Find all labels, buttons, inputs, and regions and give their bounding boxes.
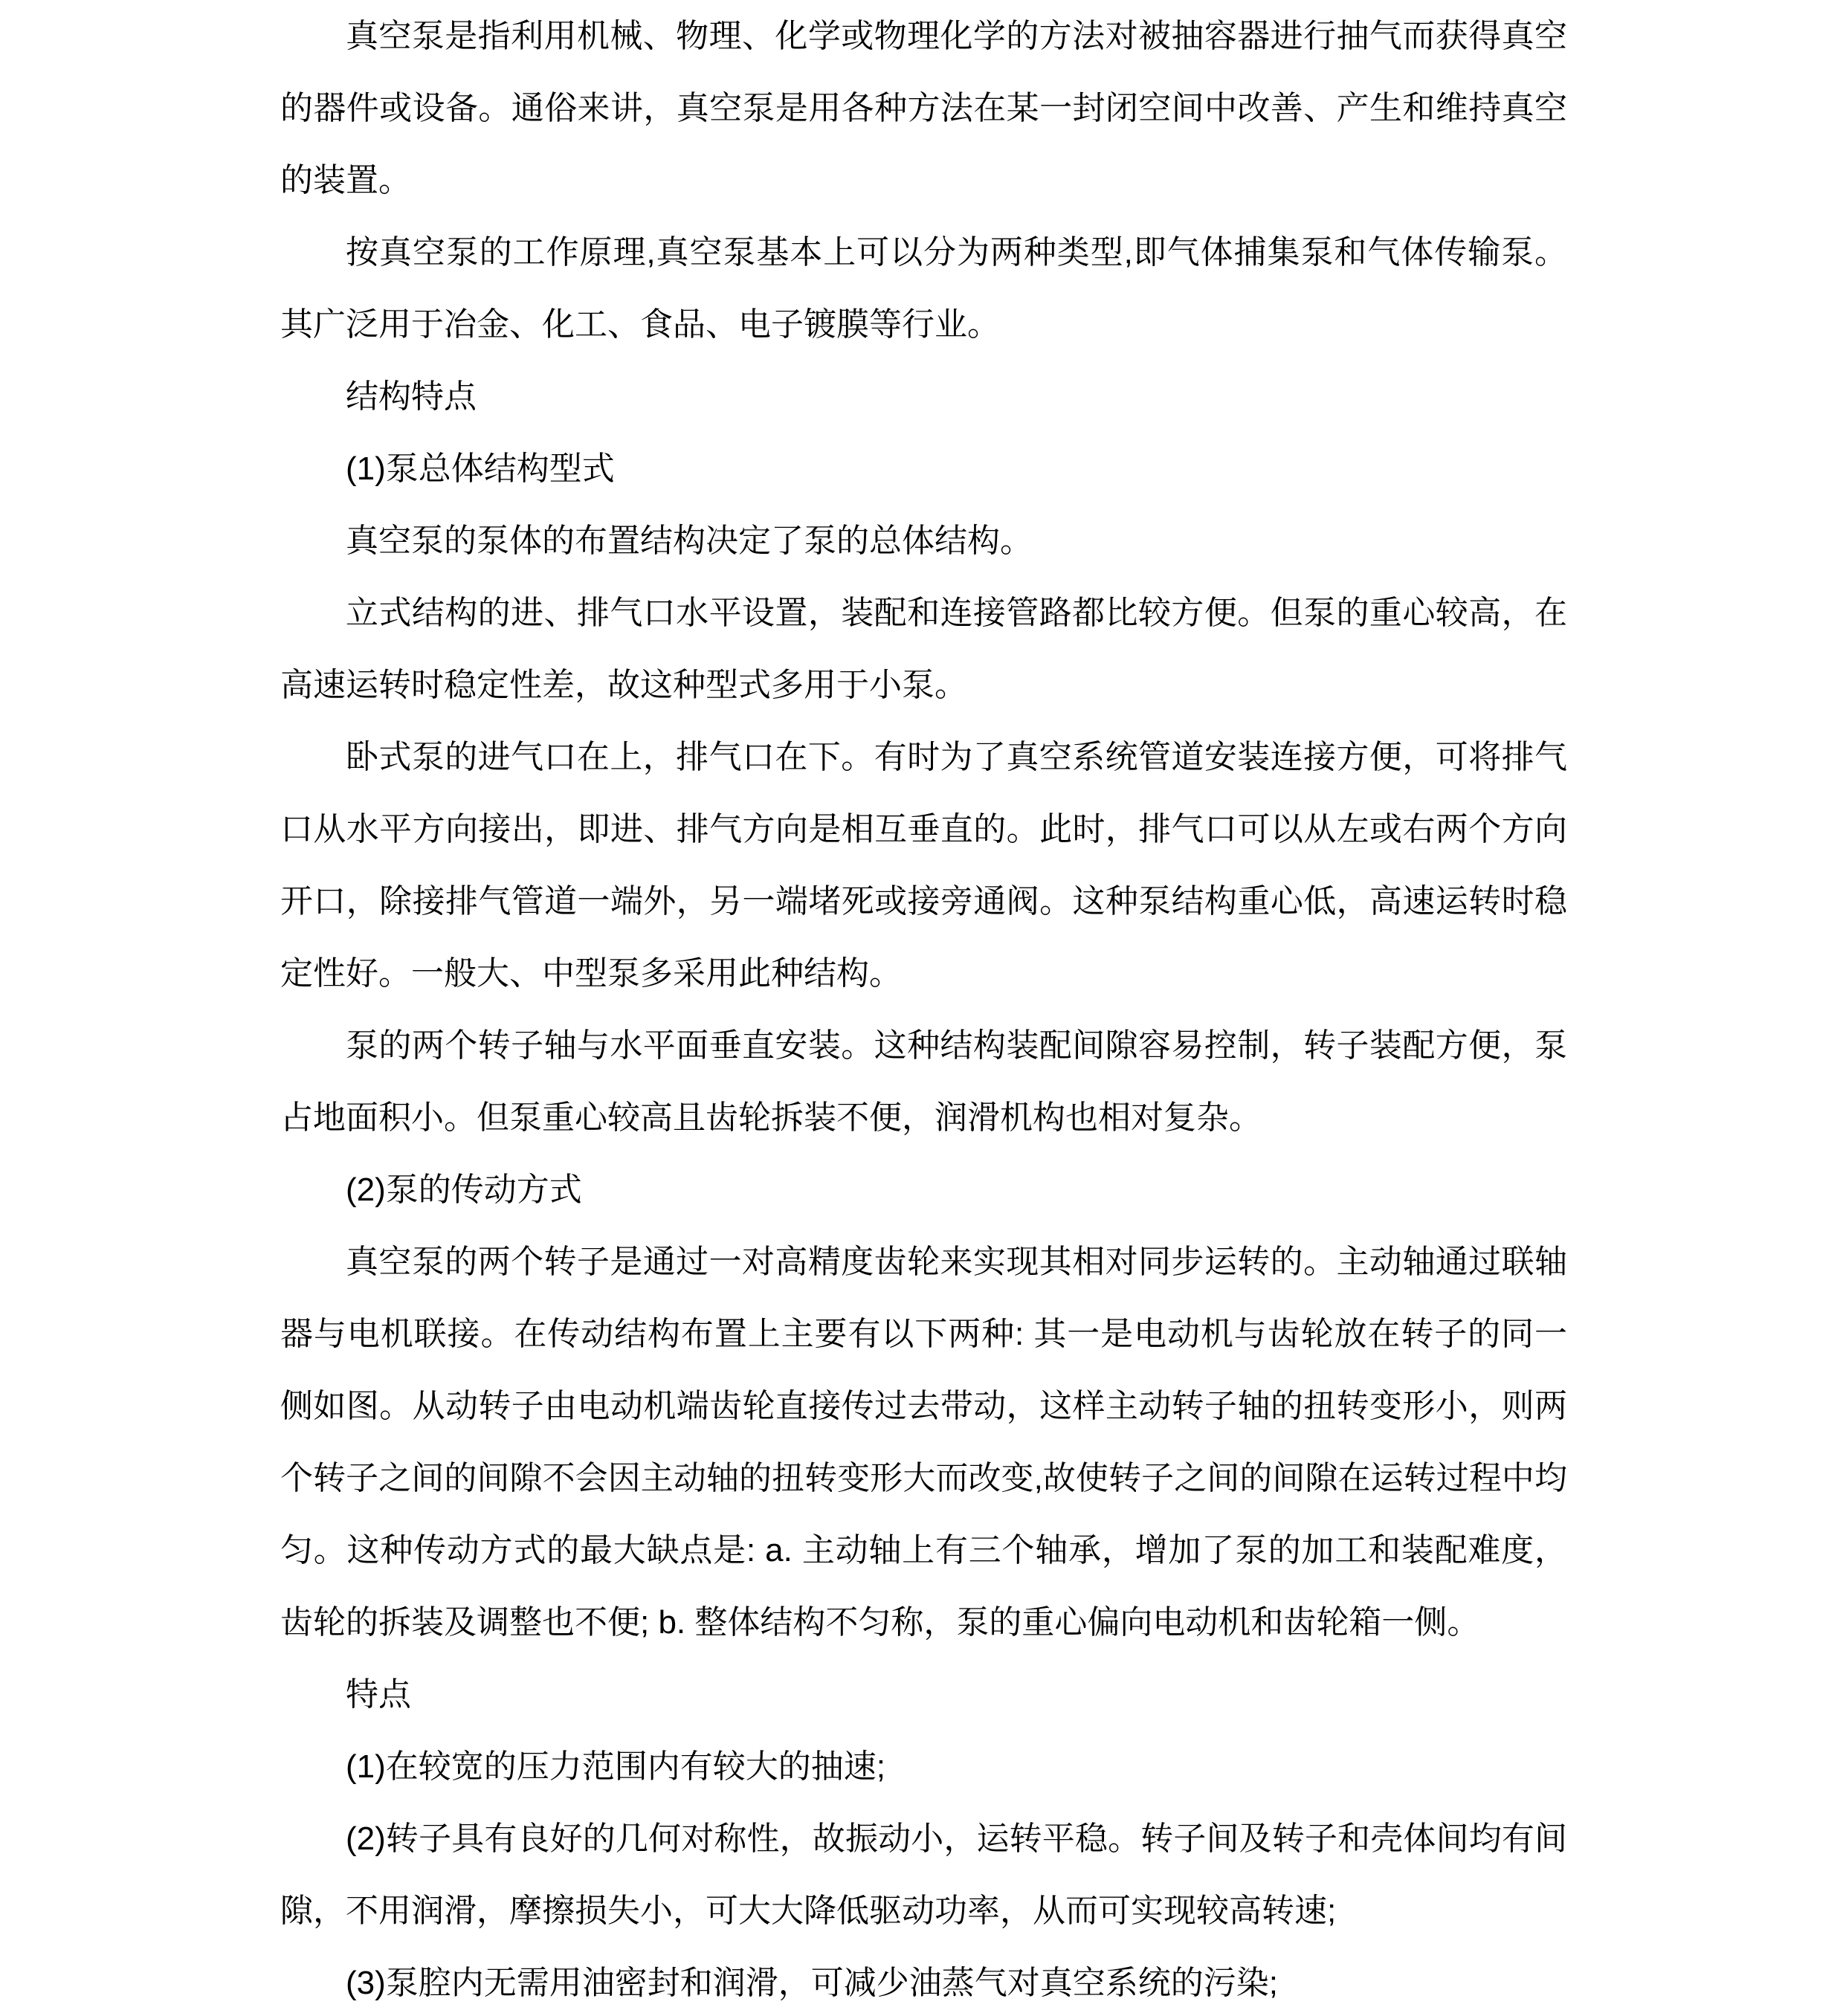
heading-features: 特点	[346, 1676, 411, 1713]
paragraph-feature-2: (2)转子具有良好的几何对称性，故振动小，运转平稳。转子间及转子和壳体间均有间隙，不用润滑，摩擦损失小，可大大降低驱动功率，从而可实现较高转速;	[280, 1820, 1567, 1929]
paragraph-pump-body-layout: 真空泵的泵体的布置结构决定了泵的总体结构。	[346, 523, 1033, 559]
paragraph-intro-definition: 真空泵是指利用机械、物理、化学或物理化学的方法对被抽容器进行抽气而获得真空的器件或设备。通俗来讲，真空泵是用各种方法在某一封闭空间中改善、产生和维持真空的装置。	[280, 18, 1567, 198]
heading-overall-structure-type: (1)泵总体结构型式	[346, 450, 615, 487]
paragraph-feature-3: (3)泵腔内无需用油密封和润滑，可减少油蒸气对真空系统的污染;	[346, 1965, 1278, 2001]
paragraph-feature-1: (1)在较宽的压力范围内有较大的抽速;	[346, 1748, 885, 1785]
paragraph-working-principle: 按真空泵的工作原理,真空泵基本上可以分为两种类型,即气体捕集泵和气体传输泵。其广泛用于冶金、化工、食品、电子镀膜等行业。	[280, 234, 1567, 343]
paragraph-transmission-details: 真空泵的两个转子是通过一对高精度齿轮来实现其相对同步运转的。主动轴通过联轴器与电机联接。在传动结构布置上主要有以下两种: 其一是电动机与齿轮放在转子的同一侧如图。从动转子由电动机端齿轮直接传过去带动，这样主动转子轴的扭转变形小，则两个转子之间的间隙不会因主动轴的扭转变形大而改变,故使转子之间的间隙在运转过程中均匀。这种传动方式的最大缺点是: a. 主动轴上有三个轴承，增加了泵的加工和装配难度，齿轮的拆装及调整也不便; b. 整体结构不匀称，泵的重心偏向电动机和齿轮箱一侧。	[280, 1244, 1567, 1641]
paragraph-vertical-structure: 立式结构的进、排气口水平设置，装配和连接管路都比较方便。但泵的重心较高，在高速运转时稳定性差，故这种型式多用于小泵。	[280, 595, 1567, 703]
heading-structure-features: 结构特点	[346, 378, 477, 415]
paragraph-rotor-axis-vertical: 泵的两个转子轴与水平面垂直安装。这种结构装配间隙容易控制，转子装配方便，泵占地面积小。但泵重心较高且齿轮拆装不便，润滑机构也相对复杂。	[280, 1027, 1567, 1136]
heading-transmission-mode: (2)泵的传动方式	[346, 1172, 582, 1208]
paragraph-horizontal-structure: 卧式泵的进气口在上，排气口在下。有时为了真空系统管道安装连接方便，可将排气口从水平方向接出，即进、排气方向是相互垂直的。此时，排气口可以从左或右两个方向开口，除接排气管道一端外，另一端堵死或接旁通阀。这种泵结构重心低，高速运转时稳定性好。一般大、中型泵多采用此种结构。	[280, 739, 1567, 992]
